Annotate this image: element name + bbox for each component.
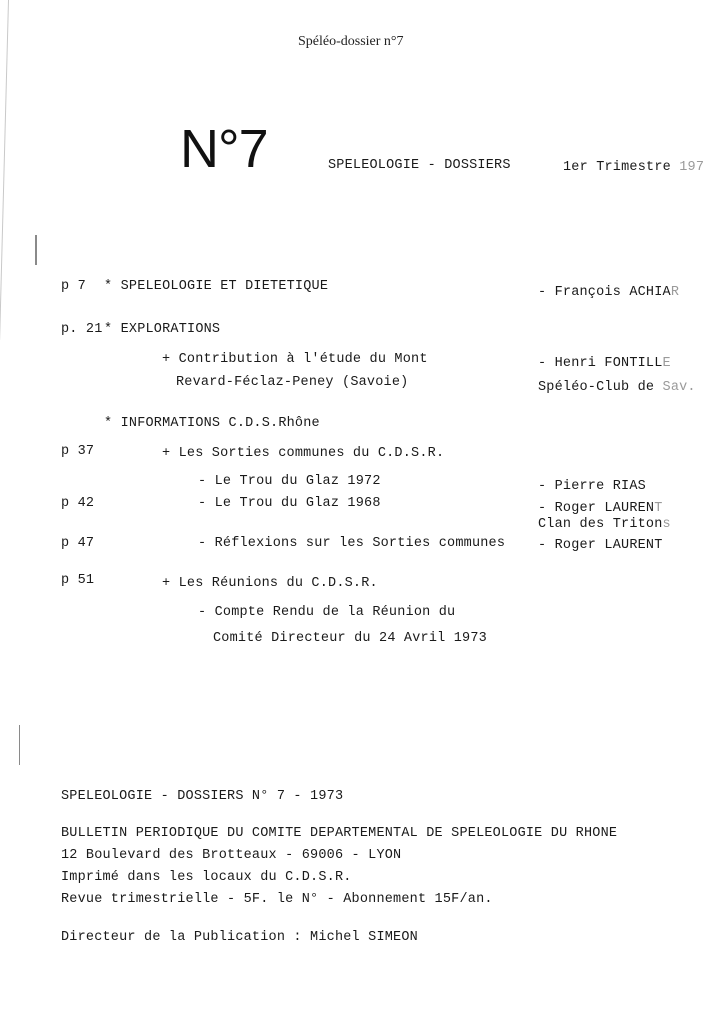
toc-author-affiliation-faded: Sav. [662, 380, 696, 395]
toc-author [538, 501, 663, 516]
toc-subtitle: Comité Directeur du 24 Avril 1973 [213, 631, 487, 646]
toc-title: * SPELEOLOGIE ET DIETETIQUE [104, 279, 329, 294]
toc-title: * INFORMATIONS C.D.S.Rhône [104, 416, 320, 431]
series-title: SPELEOLOGIE - DOSSIERS [328, 158, 511, 173]
toc-author-affiliation-text: Clan des Triton [538, 517, 663, 532]
issue-period [563, 160, 704, 175]
colophon-title: SPELEOLOGIE - DOSSIERS N° 7 - 1973 [61, 789, 344, 804]
issue-number: N°7 [180, 119, 268, 179]
toc-author-affiliation [538, 517, 671, 532]
toc-title: * EXPLORATIONS [104, 322, 221, 337]
toc-author [538, 285, 679, 300]
toc-page-number: p 37 [61, 444, 95, 459]
toc-author-affiliation-text: Spéléo-Club de [538, 380, 663, 395]
toc-page-number: p. 21 [61, 322, 103, 337]
toc-subtitle: - Le Trou du Glaz 1972 [198, 474, 381, 489]
toc-author-text: - Henri FONTILL [538, 356, 663, 371]
toc-author-faded: R [670, 285, 680, 300]
toc-author-faded: E [662, 356, 671, 371]
scan-edge-mark [35, 235, 37, 265]
toc-author-text: - Roger LAUREN [538, 501, 655, 516]
toc-author-faded: T [654, 501, 663, 516]
toc-page-number: p 7 [61, 279, 86, 294]
toc-author-text: - François ACHIA [538, 285, 671, 300]
toc-subtitle: - Le Trou du Glaz 1968 [198, 496, 381, 511]
toc-page-number: p 42 [61, 496, 95, 511]
running-header: Spéléo-dossier n°7 [298, 34, 404, 49]
toc-author [538, 356, 671, 371]
toc-subtitle: - Réflexions sur les Sorties communes [198, 536, 506, 551]
toc-subtitle: Revard-Féclaz-Peney (Savoie) [176, 375, 409, 390]
scan-edge-line [0, 0, 9, 340]
colophon-price: Revue trimestrielle - 5F. le N° - Abonnement 15F/an. [61, 892, 493, 907]
toc-subtitle: + Les Sorties communes du C.D.S.R. [162, 446, 445, 461]
issue-period-faded: 197 [679, 160, 705, 175]
toc-subtitle: + Les Réunions du C.D.S.R. [162, 576, 378, 591]
toc-author-affiliation [538, 380, 696, 395]
colophon-address: 12 Boulevard des Brotteaux - 69006 - LYON [61, 848, 402, 863]
toc-author-affiliation-faded: s [662, 517, 671, 532]
toc-author: - Roger LAURENT [538, 538, 663, 553]
colophon-printing: Imprimé dans les locaux du C.D.S.R. [61, 870, 352, 885]
toc-subtitle: - Compte Rendu de la Réunion du [198, 605, 456, 620]
issue-period-text: 1er Trimestre [563, 160, 671, 175]
colophon-publisher: BULLETIN PERIODIQUE DU COMITE DEPARTEMENTAL DE SPELEOLOGIE DU RHONE [61, 826, 618, 841]
toc-page-number: p 51 [61, 573, 95, 588]
colophon-director: Directeur de la Publication : Michel SIMEON [61, 930, 418, 945]
toc-author: - Pierre RIAS [538, 479, 646, 494]
toc-subtitle: + Contribution à l'étude du Mont [162, 352, 428, 367]
toc-page-number: p 47 [61, 536, 95, 551]
scan-edge-mark [19, 725, 20, 765]
